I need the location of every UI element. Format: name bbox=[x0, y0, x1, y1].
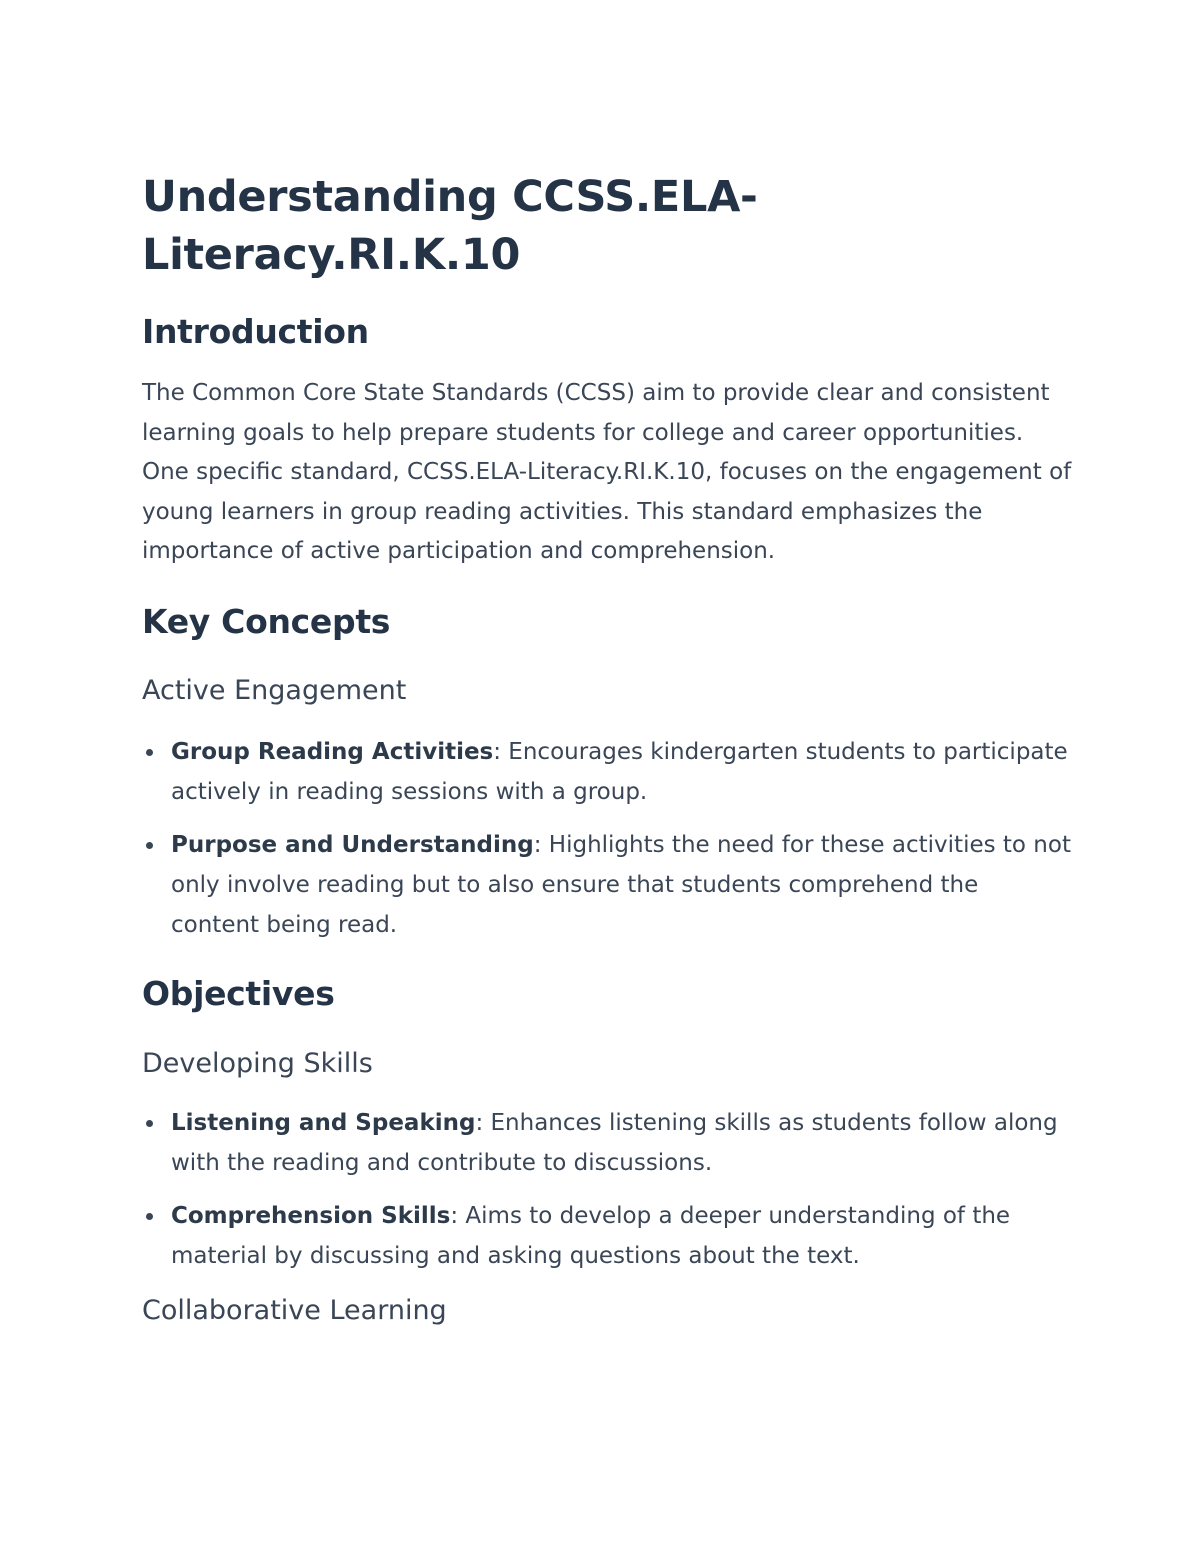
list-item-term: Group Reading Activities bbox=[171, 738, 494, 765]
list-item bbox=[171, 825, 1072, 945]
active-engagement-heading: Active Engagement bbox=[142, 674, 407, 706]
list-item-term: Listening and Speaking bbox=[171, 1109, 476, 1136]
list-item bbox=[171, 1103, 1072, 1183]
introduction-heading: Introduction bbox=[142, 312, 369, 351]
list-item bbox=[171, 1196, 1072, 1276]
list-item-text: : Aims to develop a deeper understanding of the material by discussing and asking questions about the text. bbox=[171, 1202, 1011, 1269]
list-item bbox=[171, 732, 1072, 812]
introduction-paragraph: The Common Core State Standards (CCSS) aim to provide clear and consistent learning goals to help prepare students for college and career opportunities. One specific standard, CCSS.ELA-Literacy.RI.K.10, focuses on the engagement of young learners in group reading activities. This standard emphasizes the importance of active participation and comprehension. bbox=[142, 380, 1072, 564]
document-page bbox=[142, 168, 1072, 1328]
developing-skills-list bbox=[142, 1103, 1072, 1276]
objectives-heading: Objectives bbox=[142, 973, 335, 1013]
list-item-term: Comprehension Skills bbox=[171, 1202, 451, 1229]
key-concepts-heading: Key Concepts bbox=[142, 601, 391, 641]
list-item-term: Purpose and Understanding bbox=[171, 831, 534, 858]
collaborative-learning-heading: Collaborative Learning bbox=[142, 1294, 447, 1326]
list-item-text: : Encourages kindergarten students to participate actively in reading sessions with a group. bbox=[171, 738, 1068, 805]
page-title: Understanding CCSS.ELA-Literacy.RI.K.10 bbox=[142, 172, 758, 280]
list-item-text: : Highlights the need for these activities to not only involve reading but to also ensure that students comprehend the content being read. bbox=[171, 831, 1071, 938]
active-engagement-list bbox=[142, 732, 1072, 945]
list-item-text: : Enhances listening skills as students follow along with the reading and contribute to discussions. bbox=[171, 1109, 1058, 1176]
developing-skills-heading: Developing Skills bbox=[142, 1047, 373, 1079]
